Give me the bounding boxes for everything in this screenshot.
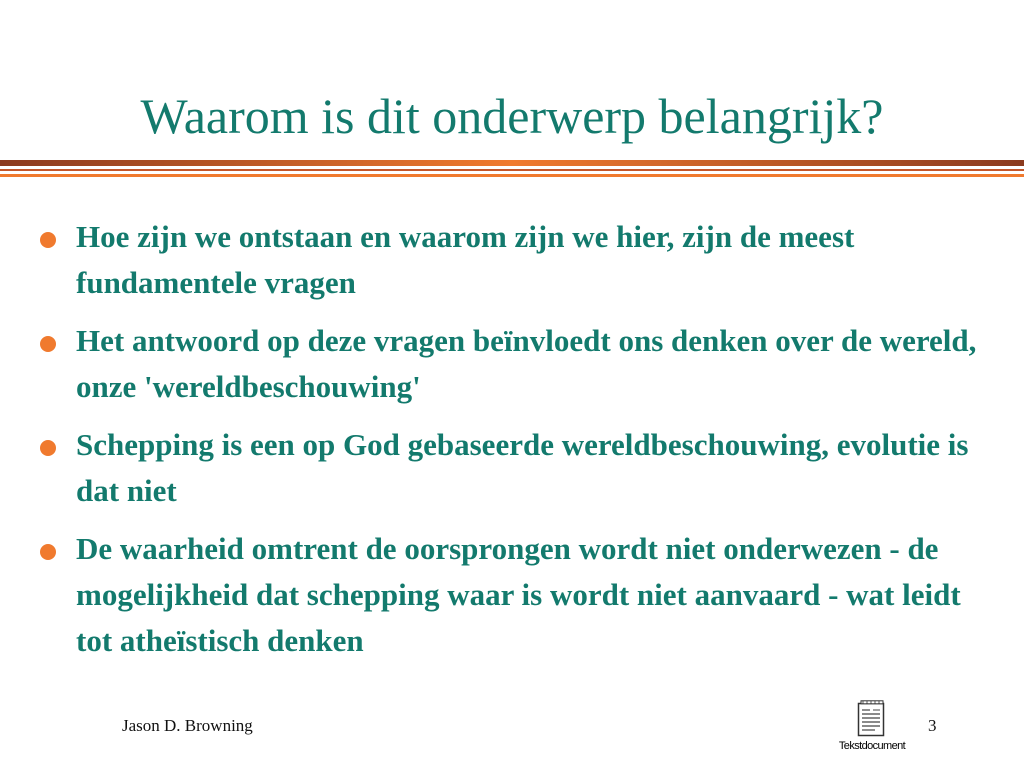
bullet-item <box>36 318 996 410</box>
bullet-text: Hoe zijn we ontstaan en waarom zijn we hier, zijn de meest fundamentele vragen <box>76 219 855 300</box>
embedded-object-label: Tekstdocument <box>838 740 906 752</box>
text-document-icon <box>857 700 887 738</box>
bullet-item <box>36 214 996 306</box>
bullet-dot-icon <box>40 440 56 456</box>
title-divider <box>0 158 1024 180</box>
slide-title: Waarom is dit onderwerp belangrijk? <box>140 88 884 144</box>
bullet-text: Schepping is een op God gebaseerde wereldbeschouwing, evolutie is dat niet <box>76 427 969 508</box>
page-number: 3 <box>928 716 937 735</box>
bullet-item <box>36 526 996 664</box>
bullet-text: Het antwoord op deze vragen beïnvloedt ons denken over de wereld, onze 'wereldbeschouwing' <box>76 323 977 404</box>
embedded-text-document[interactable] <box>820 700 930 756</box>
bullet-dot-icon <box>40 336 56 352</box>
bullet-item <box>36 422 996 514</box>
bullet-text: De waarheid omtrent de oorsprongen wordt niet onderwezen - de mogelijkheid dat schepping waar is wordt niet aanvaard - wat leidt tot atheïstisch denken <box>76 531 961 658</box>
bullet-dot-icon <box>40 232 56 248</box>
footer-author: Jason D. Browning <box>122 716 253 735</box>
bullet-dot-icon <box>40 544 56 560</box>
bullet-list <box>36 214 996 676</box>
